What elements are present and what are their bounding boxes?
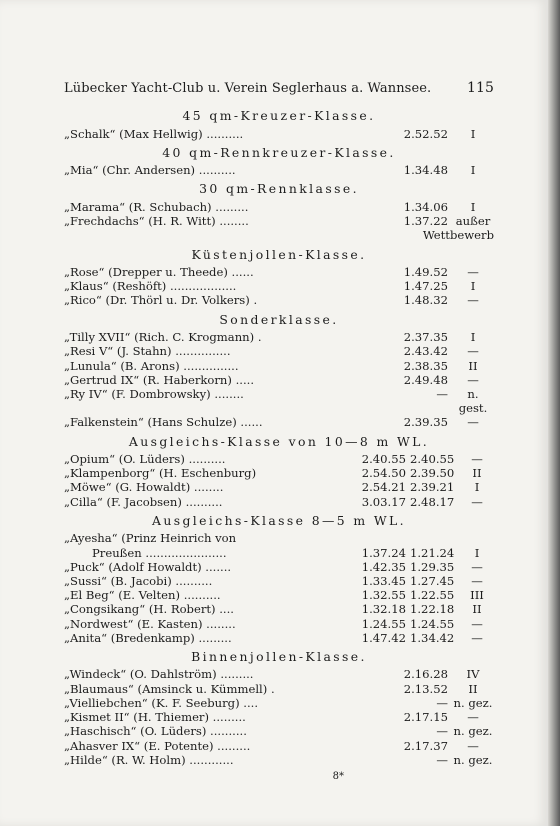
result-row <box>64 415 494 429</box>
yacht-owner: „Congsikang“ (H. Robert) .... <box>64 602 234 617</box>
result-row <box>64 293 494 307</box>
class-heading: Küstenjollen-Klasse. <box>191 246 367 262</box>
page-number: 115 <box>466 80 494 96</box>
placing: — <box>467 372 479 387</box>
placing: I <box>470 330 476 345</box>
class-section <box>64 181 494 242</box>
class-section <box>64 108 494 141</box>
placing: — <box>471 452 483 467</box>
result-row <box>64 531 494 545</box>
elapsed-time: — <box>436 724 448 739</box>
signature-mark: 8* <box>332 770 344 782</box>
placing: — <box>471 616 483 631</box>
class-heading: 30 qm-Rennklasse. <box>199 181 359 197</box>
placing: — <box>467 344 479 359</box>
elapsed-time: 1.48.32 <box>403 293 448 308</box>
corrected-time: 2.48.17 <box>410 494 455 509</box>
corrected-time: 1.34.42 <box>410 630 455 645</box>
placing: — <box>471 630 483 645</box>
header-title: Lübecker Yacht-Club u. Verein Seglerhaus a. Wannsee. <box>64 81 432 96</box>
class-section <box>64 434 494 509</box>
corrected-time: 1.24.55 <box>410 616 455 631</box>
result-row <box>64 466 494 480</box>
yacht-owner: „Hilde“ (R. W. Holm) ............ <box>64 752 234 767</box>
result-row <box>64 330 494 344</box>
result-row <box>64 617 494 631</box>
placing: n. gez. <box>453 752 493 767</box>
placing: I <box>474 480 480 495</box>
class-section <box>64 145 494 178</box>
result-row <box>64 739 494 753</box>
yacht-owner: „Resi V“ (J. Stahn) ............... <box>64 344 231 359</box>
elapsed-time: 2.17.15 <box>403 710 448 725</box>
yacht-owner: Preußen ...................... <box>92 545 227 560</box>
placing: — <box>471 559 483 574</box>
elapsed-time: 1.34.06 <box>403 199 448 214</box>
yacht-owner: „Tilly XVII“ (Rich. C. Krogmann) . <box>64 330 262 345</box>
placing: — <box>467 265 479 280</box>
yacht-owner: „Kismet II“ (H. Thiemer) ......... <box>64 710 246 725</box>
result-row <box>64 546 494 560</box>
elapsed-time: 1.32.18 <box>361 602 406 617</box>
placing: — <box>471 494 483 509</box>
elapsed-time: 1.37.24 <box>361 545 406 560</box>
yacht-owner: „Mia“ (Chr. Andersen) .......... <box>64 163 236 178</box>
result-row <box>64 753 494 767</box>
elapsed-time: 2.16.28 <box>403 667 448 682</box>
yacht-owner: „Lunula“ (B. Arons) ............... <box>64 358 239 373</box>
class-section <box>64 247 494 308</box>
placing: außer <box>455 214 491 229</box>
elapsed-time: 2.37.35 <box>403 330 448 345</box>
placing: I <box>470 279 476 294</box>
page-content <box>64 80 494 782</box>
result-row <box>64 631 494 645</box>
result-row <box>64 373 494 387</box>
placing: — <box>467 710 479 725</box>
elapsed-time: 2.54.50 <box>361 466 406 481</box>
placing: — <box>467 293 479 308</box>
placing: II <box>468 681 478 696</box>
elapsed-time: 1.32.55 <box>361 588 406 603</box>
class-heading: 45 qm-Kreuzer-Klasse. <box>182 108 376 123</box>
class-section <box>64 649 494 767</box>
elapsed-time: — <box>436 695 448 710</box>
yacht-owner: „Möwe“ (G. Howaldt) ........ <box>64 480 224 495</box>
result-row <box>64 495 494 509</box>
placing: n. gez. <box>453 724 493 739</box>
result-row <box>64 602 494 616</box>
result-row <box>64 667 494 681</box>
elapsed-time: 3.03.17 <box>361 494 406 509</box>
placing: IV <box>466 667 480 682</box>
elapsed-time: 2.39.35 <box>403 415 448 430</box>
class-section <box>64 513 494 645</box>
elapsed-time: 2.49.48 <box>403 372 448 387</box>
elapsed-time: — <box>436 386 448 401</box>
yacht-owner: „Frechdachs“ (H. R. Witt) ........ <box>64 214 249 229</box>
placing: I <box>470 163 476 178</box>
yacht-owner: „Schalk“ (Max Hellwig) .......... <box>64 126 244 141</box>
class-heading: Ausgleichs-Klasse 8—5 m WL. <box>151 512 407 528</box>
result-row <box>64 574 494 588</box>
elapsed-time <box>358 531 410 545</box>
yacht-owner: „El Beg“ (E. Velten) .......... <box>64 588 221 603</box>
running-header <box>64 80 494 96</box>
placing: n. gest. <box>458 386 488 416</box>
corrected-time: 2.39.50 <box>410 466 455 481</box>
placing: n. gez. <box>453 695 493 710</box>
placing-continuation: Wettbewerb <box>422 228 494 243</box>
result-row <box>64 265 494 279</box>
elapsed-time: 1.33.45 <box>361 573 406 588</box>
placing: III <box>470 588 484 603</box>
placing: — <box>467 415 479 430</box>
result-row <box>64 387 494 415</box>
elapsed-time: — <box>436 752 448 767</box>
elapsed-time: 1.34.48 <box>403 163 448 178</box>
yacht-owner: „Rico“ (Dr. Thörl u. Dr. Volkers) . <box>64 293 258 308</box>
class-section <box>64 312 494 430</box>
elapsed-time: 2.54.21 <box>361 480 406 495</box>
yacht-owner: „Nordwest“ (E. Kasten) ........ <box>64 616 236 631</box>
yacht-owner: „Ahasver IX“ (E. Potente) ......... <box>64 738 251 753</box>
result-row <box>64 200 494 214</box>
elapsed-time: 2.40.55 <box>361 452 406 467</box>
placing: I <box>474 545 480 560</box>
yacht-owner: „Ry IV“ (F. Dombrowsky) ........ <box>64 386 244 401</box>
placing: — <box>467 738 479 753</box>
elapsed-time: 2.52.52 <box>403 126 448 141</box>
yacht-owner: „Gertrud IX“ (R. Haberkorn) ..... <box>64 372 255 387</box>
class-heading: Sonderklasse. <box>219 311 339 327</box>
elapsed-time: 1.49.52 <box>403 265 448 280</box>
result-row <box>64 480 494 494</box>
corrected-time: 1.27.45 <box>410 573 455 588</box>
yacht-owner: „Opium“ (O. Lüders) .......... <box>64 452 226 467</box>
yacht-owner: „Haschisch“ (O. Lüders) .......... <box>64 724 247 739</box>
corrected-time <box>410 531 460 545</box>
result-row <box>64 163 494 177</box>
yacht-owner: „Marama“ (R. Schubach) ......... <box>64 199 249 214</box>
result-row <box>64 682 494 696</box>
elapsed-time: 1.24.55 <box>361 616 406 631</box>
elapsed-time: 2.43.42 <box>403 344 448 359</box>
result-row <box>64 452 494 466</box>
yacht-owner: „Sussi“ (B. Jacobi) .......... <box>64 573 213 588</box>
corrected-time: 1.21.24 <box>410 545 455 560</box>
elapsed-time: 2.13.52 <box>403 681 448 696</box>
yacht-owner: „Vielliebchen“ (K. F. Seeburg) .... <box>64 695 259 710</box>
elapsed-time: 2.17.37 <box>403 738 448 753</box>
elapsed-time: 1.42.35 <box>361 559 406 574</box>
yacht-owner: „Falkenstein“ (Hans Schulze) ...... <box>64 415 263 430</box>
corrected-time: 2.40.55 <box>410 452 455 467</box>
yacht-owner: „Klampenborg“ (H. Eschenburg) <box>64 466 257 481</box>
placing: I <box>470 199 476 214</box>
result-row <box>64 560 494 574</box>
elapsed-time: 1.47.25 <box>403 279 448 294</box>
result-row <box>64 696 494 710</box>
yacht-owner: „Anita“ (Bredenkamp) ......... <box>64 630 232 645</box>
elapsed-time: 1.37.22 <box>403 214 448 229</box>
yacht-owner: „Klaus“ (Reshöft) .................. <box>64 279 237 294</box>
yacht-owner: „Blaumaus“ (Amsinck u. Kümmell) . <box>64 681 275 696</box>
result-row <box>64 127 494 141</box>
placing: II <box>472 602 482 617</box>
yacht-owner: „Puck“ (Adolf Howaldt) ....... <box>64 559 232 574</box>
page-edge <box>548 0 560 826</box>
result-row <box>64 279 494 293</box>
elapsed-time: 1.47.42 <box>361 630 406 645</box>
corrected-time: 1.22.55 <box>410 588 455 603</box>
result-row <box>64 214 494 228</box>
result-row <box>64 710 494 724</box>
corrected-time: 1.22.18 <box>410 602 455 617</box>
yacht-owner: „Rose“ (Drepper u. Theede) ...... <box>64 265 254 280</box>
yacht-owner: „Windeck“ (O. Dahlström) ......... <box>64 667 254 682</box>
result-row <box>64 344 494 358</box>
class-heading: Binnenjollen-Klasse. <box>191 648 367 664</box>
elapsed-time: 2.38.35 <box>403 358 448 373</box>
class-heading: Ausgleichs-Klasse von 10—8 m WL. <box>128 433 430 449</box>
yacht-owner: „Ayesha“ (Prinz Heinrich von <box>64 531 237 546</box>
yacht-owner: „Cilla“ (F. Jacobsen) .......... <box>64 494 223 509</box>
result-row <box>64 724 494 738</box>
class-heading: 40 qm-Rennkreuzer-Klasse. <box>162 144 396 160</box>
result-row <box>64 359 494 373</box>
placing: II <box>468 358 478 373</box>
corrected-time: 1.29.35 <box>410 559 455 574</box>
placing: I <box>470 126 476 141</box>
result-row <box>64 588 494 602</box>
corrected-time: 2.39.21 <box>410 480 455 495</box>
placing: — <box>471 573 483 588</box>
placing: II <box>472 466 482 481</box>
placing <box>460 531 494 545</box>
